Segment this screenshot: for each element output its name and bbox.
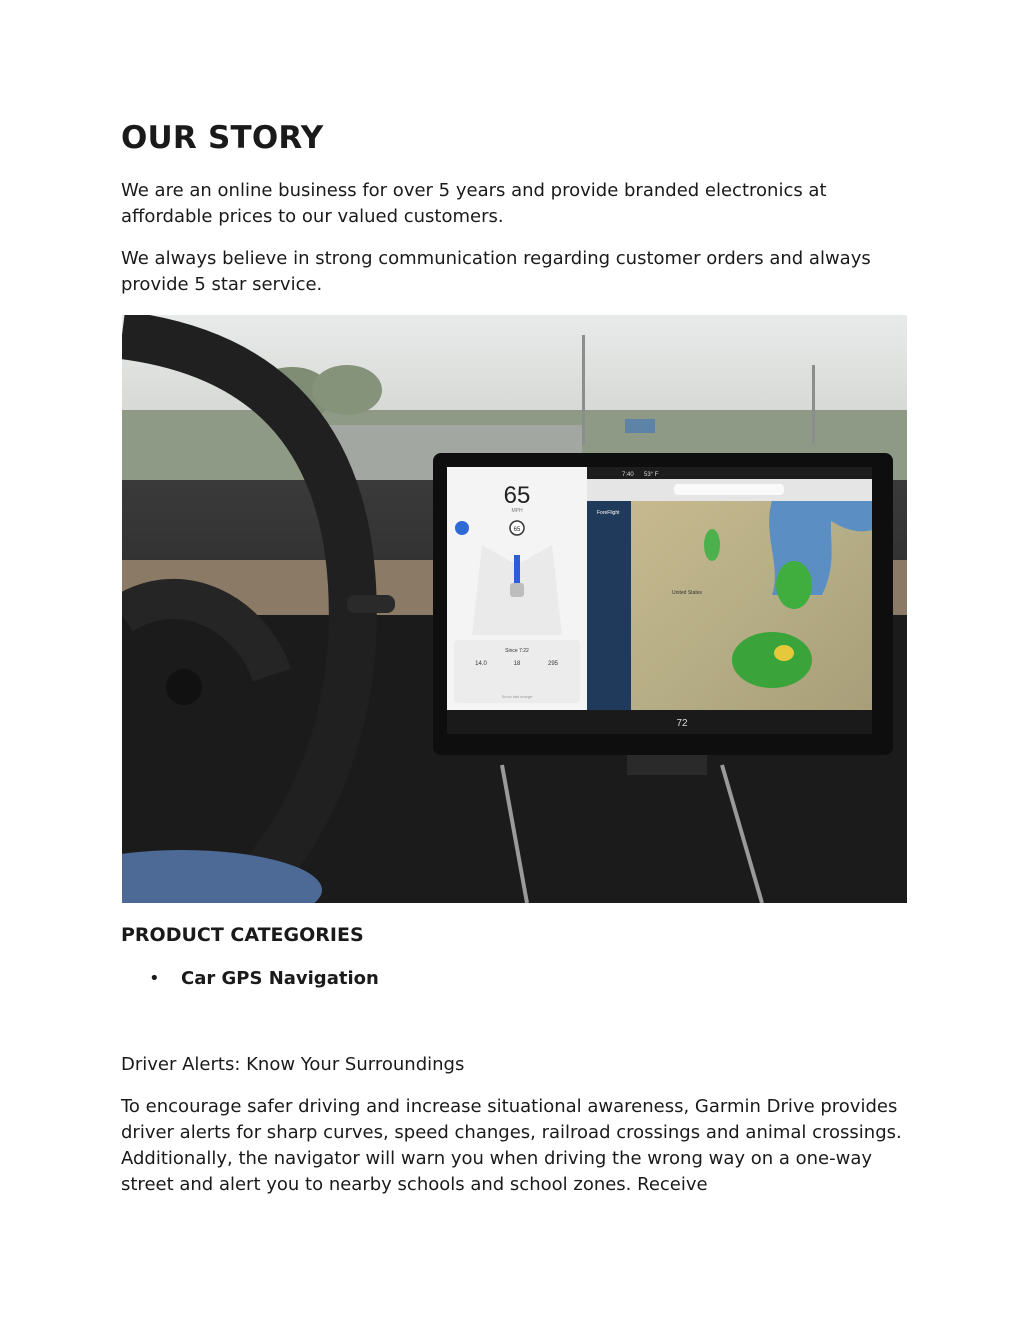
trip-stat-3: 295 (547, 661, 559, 667)
trip-stat-1: 14.0 (475, 661, 487, 667)
cabin-temp: 72 (676, 718, 688, 729)
car-dashboard-photo (122, 315, 907, 903)
category-item[interactable] (121, 966, 379, 992)
category-list (121, 966, 379, 992)
since-last-charge: Since last charge (501, 694, 533, 699)
bullet-icon: • (149, 968, 160, 989)
article-subheading: Driver Alerts: Know Your Surroundings (121, 1054, 465, 1075)
trip-stat-2: 18 (513, 661, 521, 667)
trip-since: Since 7:22 (505, 648, 529, 654)
map-label: United States (672, 590, 703, 596)
article-body: To encourage safer driving and increase situational awareness, Garmin Drive provides driver alerts for sharp curves, speed changes, railroad crossings and animal crossings. Additionally, the navigator will warn you when driving the wrong way on a one-way street and alert you to nearby schools and school zones. Receive (121, 1096, 902, 1195)
category-label: Car GPS Navigation (181, 968, 379, 989)
intro-paragraph: We are an online business for over 5 years and provide branded electronics at affordable prices to our valued customers. (121, 180, 827, 227)
screen-clock: 7:40 (622, 472, 634, 478)
speed-limit: 65 (513, 527, 521, 533)
autopilot-icon (455, 521, 469, 535)
screen-temperature: 53° F (644, 472, 659, 478)
speed-readout: 65 (503, 482, 531, 509)
speed-unit: MPH (511, 508, 523, 514)
service-paragraph: We always believe in strong communication regarding customer orders and always provide 5 star service. (121, 248, 871, 295)
categories-title: PRODUCT CATEGORIES (121, 924, 364, 946)
page-title: OUR STORY (121, 120, 324, 156)
app-name: ForeFlight (597, 510, 620, 516)
